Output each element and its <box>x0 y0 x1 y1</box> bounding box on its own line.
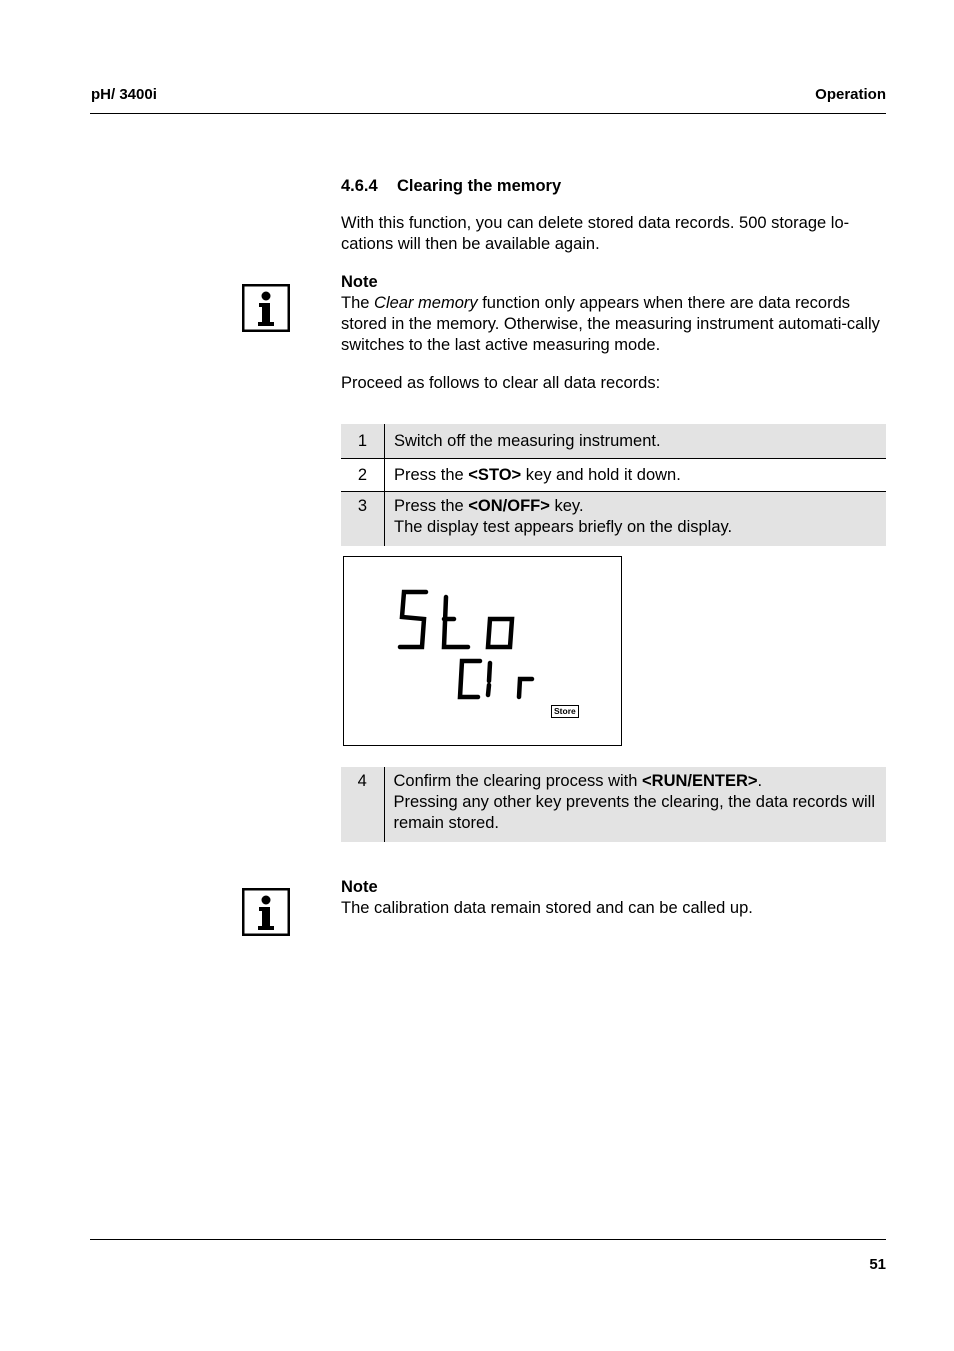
note-1-text-pre: The <box>341 294 375 312</box>
note-1-text <box>341 293 886 356</box>
step-text-post: key and hold it down. <box>521 465 681 484</box>
note-1 <box>341 272 886 356</box>
step-text-post: . <box>757 772 763 790</box>
step-text <box>385 459 887 492</box>
table-row <box>341 424 886 459</box>
step-number: 4 <box>341 767 384 842</box>
table-row <box>341 459 886 492</box>
key-label: <ON/OFF> <box>468 497 550 515</box>
intro-line-1: With this function, you can delete stored data records. 500 storage lo- <box>341 214 850 232</box>
note-2-text: The calibration data remain stored and can be called up. <box>341 899 753 917</box>
note-2-title: Note <box>341 878 378 896</box>
step-number: 2 <box>341 459 385 492</box>
section-number: 4.6.4 <box>341 177 378 195</box>
note-1-function-name: Clear memory <box>374 294 478 312</box>
lcd-segments <box>344 557 621 745</box>
steps-table-1 <box>341 424 886 546</box>
footer-rule <box>90 1239 886 1240</box>
info-icon <box>242 284 290 332</box>
step-text <box>385 492 887 546</box>
note-1-text-post: function only appears when there are data records stored in the memory. Otherwise, the measuring instrument automati-cally switches to the last active measuring mode. <box>341 294 880 354</box>
step-text: Switch off the measuring instrument. <box>385 424 887 459</box>
key-label: <STO> <box>468 465 522 484</box>
header-chapter: Operation <box>815 86 886 103</box>
proceed-paragraph: Proceed as follows to clear all data records: <box>341 374 661 392</box>
section-heading <box>341 177 561 196</box>
steps-table-2 <box>341 767 886 842</box>
note-1-title: Note <box>341 273 378 291</box>
intro-line-2: cations will then be available again. <box>341 235 600 253</box>
intro-paragraph <box>341 213 886 255</box>
step-number: 1 <box>341 424 385 459</box>
step-text-post: key. <box>549 497 584 515</box>
header-product: pH/ 3400i <box>91 86 157 103</box>
step-number: 3 <box>341 492 385 546</box>
step-text-line2: The display test appears briefly on the display. <box>394 518 733 536</box>
header-rule <box>90 113 886 114</box>
note-2 <box>341 877 886 919</box>
step-text-pre: Confirm the clearing process with <box>393 772 643 790</box>
step-text <box>384 767 886 842</box>
step-text-pre: Press the <box>394 497 469 515</box>
page-number: 51 <box>869 1256 886 1273</box>
table-row <box>341 492 886 546</box>
info-icon <box>242 888 290 936</box>
step-text-pre: Press the <box>394 465 469 484</box>
step-text-line2: Pressing any other key prevents the clearing, the data records will remain stored. <box>393 793 875 832</box>
key-label: <RUN/ENTER> <box>642 772 758 790</box>
store-indicator: Store <box>551 705 579 718</box>
section-title: Clearing the memory <box>397 177 562 195</box>
table-row <box>341 767 886 842</box>
lcd-display <box>343 556 622 746</box>
